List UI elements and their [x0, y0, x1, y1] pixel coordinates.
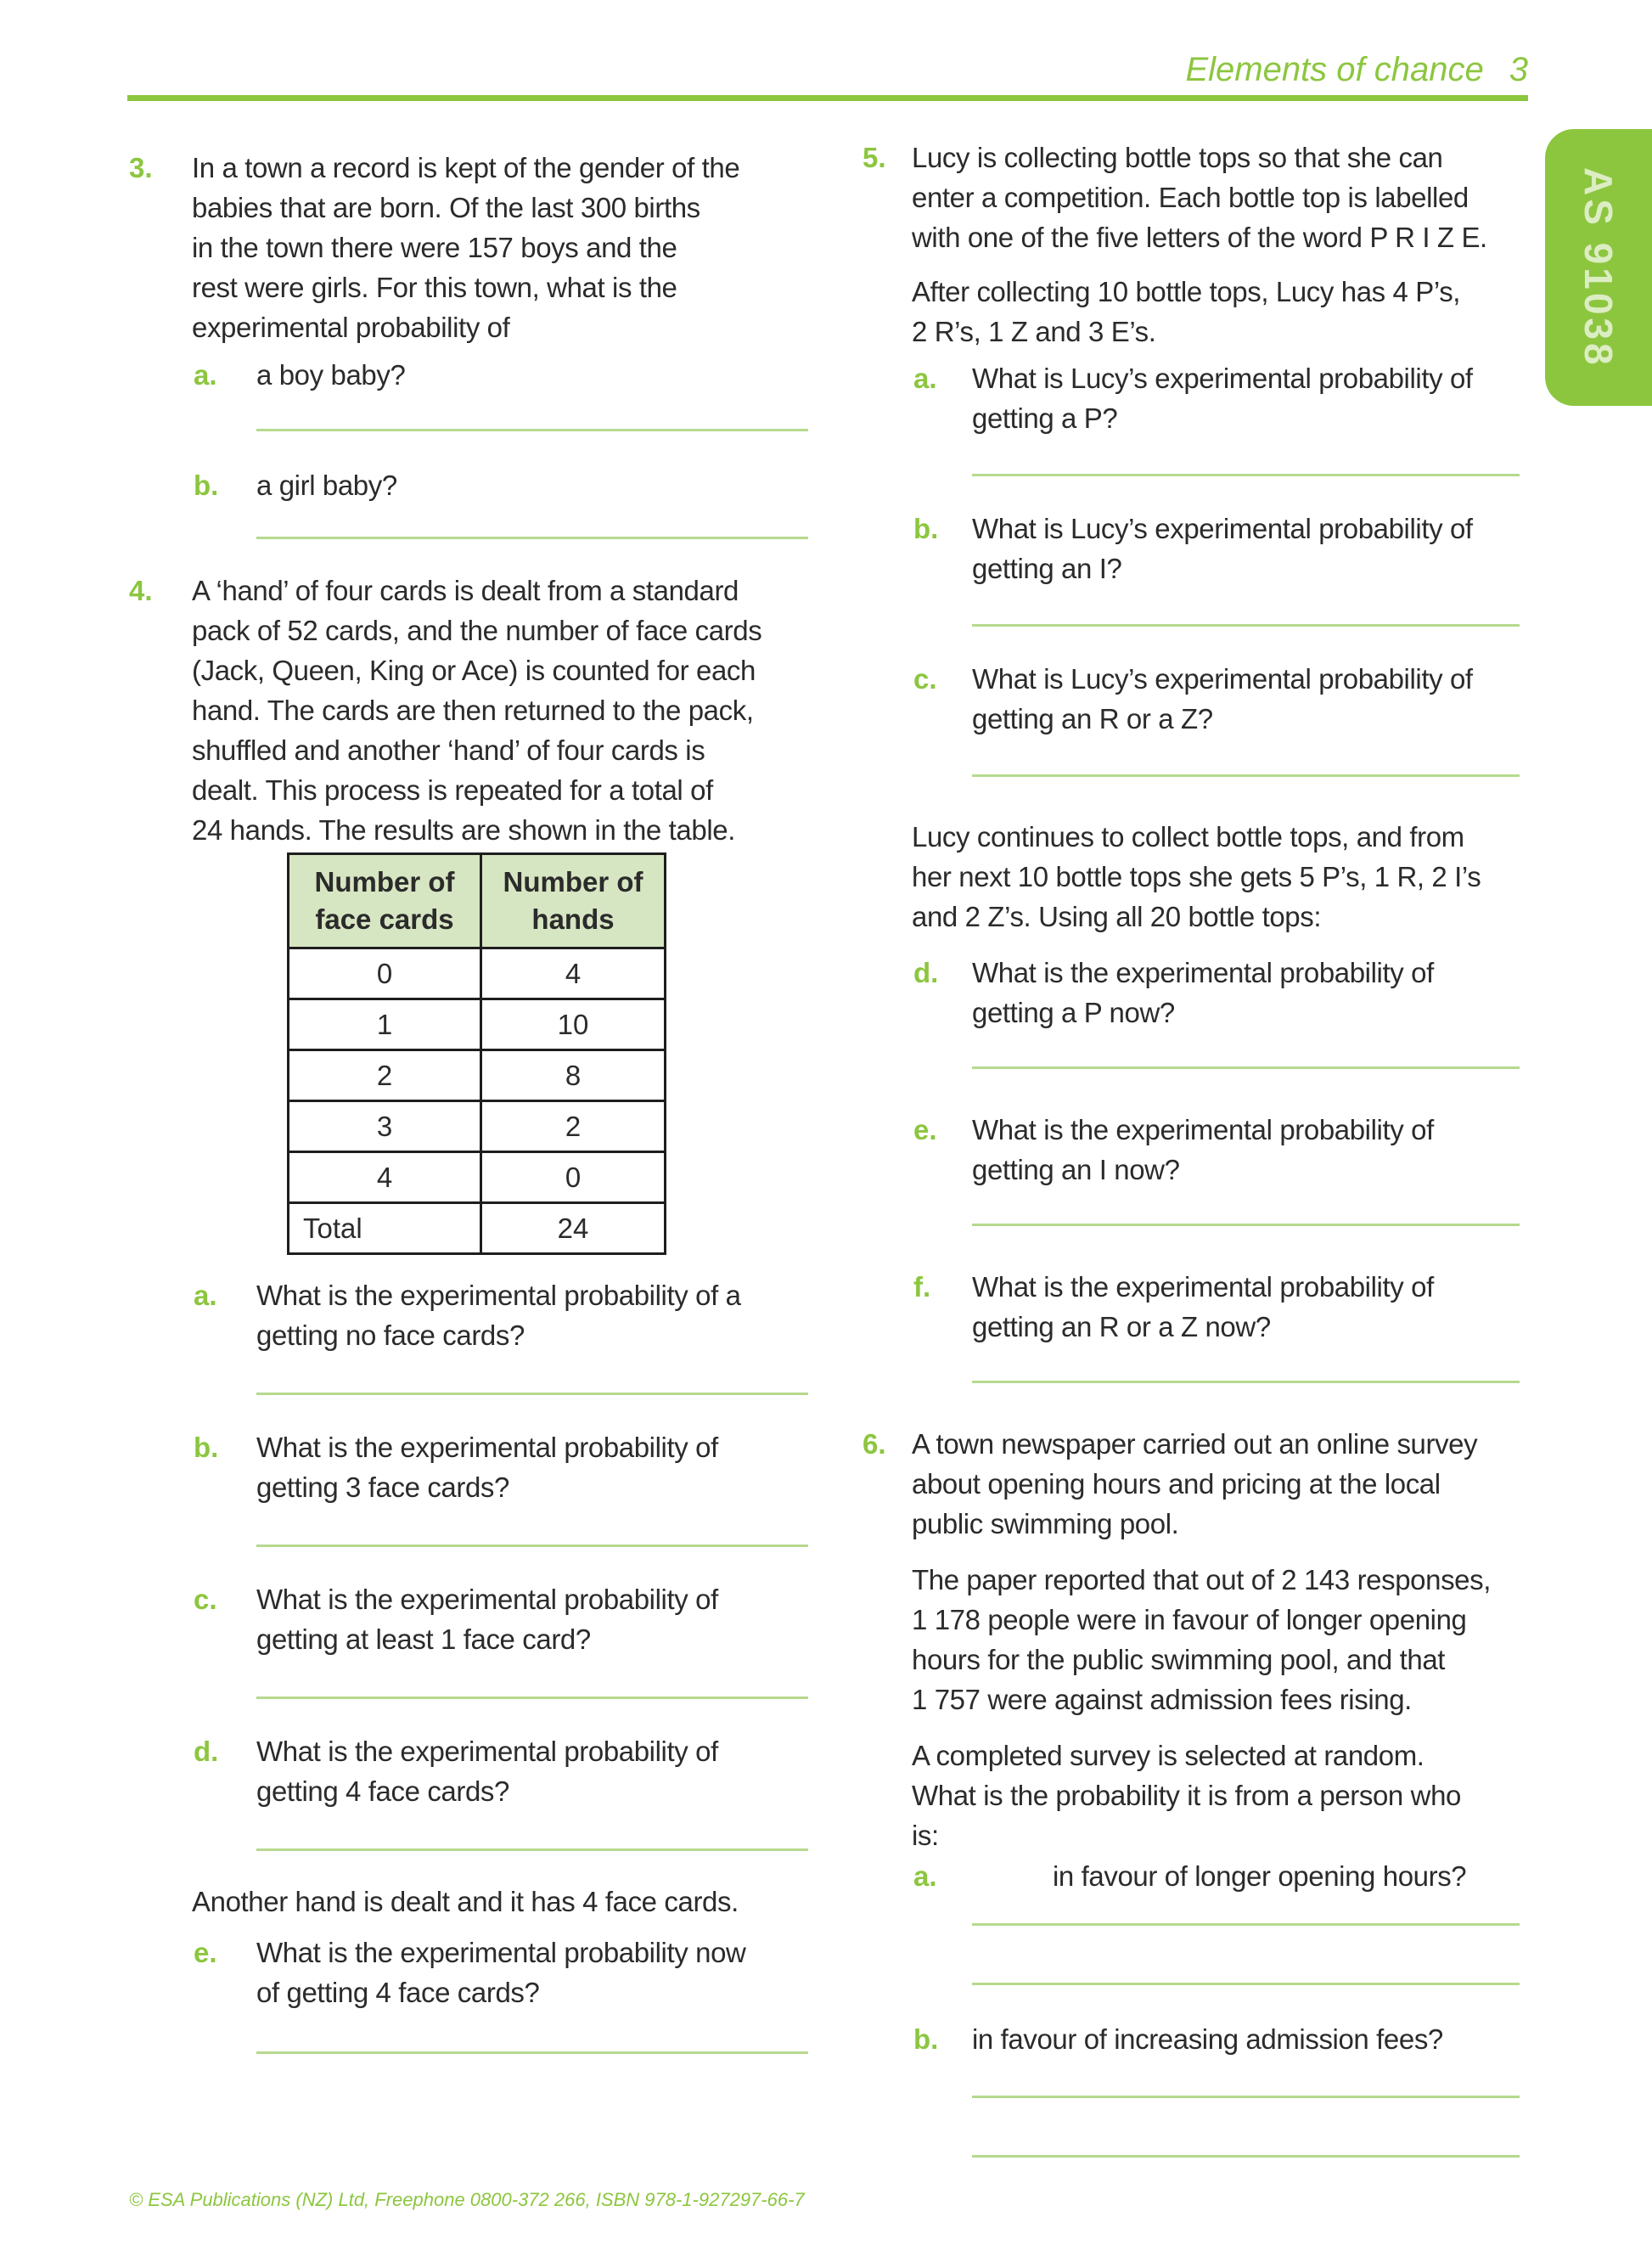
- table-row: [289, 1152, 666, 1203]
- table-cell: 2: [289, 1050, 481, 1101]
- table-cell: 0: [481, 1152, 666, 1203]
- question-6-paragraph-2: [912, 1560, 1491, 1719]
- part-text-5d: [972, 953, 1434, 1033]
- text-line: What is the experimental probability of: [256, 1584, 718, 1615]
- text-line: dealt. This process is repeated for a total of: [192, 774, 713, 806]
- text-line: her next 10 bottle tops she gets 5 P’s, 1 R, 2 I’s: [912, 861, 1481, 892]
- table-cell: 1: [289, 999, 481, 1050]
- question-5-number: 5.: [863, 142, 886, 173]
- text-line: What is Lucy’s experimental probability of: [972, 513, 1473, 544]
- text-line: hours for the public swimming pool, and that: [912, 1644, 1446, 1675]
- part-text-3a: [256, 355, 405, 395]
- part-text-4e: [256, 1933, 745, 2012]
- text-line: 24 hands. The results are shown in the table.: [192, 814, 735, 846]
- question-6-intro: [912, 1424, 1477, 1544]
- part-text-4c: [256, 1579, 718, 1659]
- part-label-4d: d.: [194, 1736, 219, 1767]
- page-number: 3: [1509, 51, 1528, 88]
- text-line: about opening hours and pricing at the local: [912, 1468, 1441, 1500]
- answer-line: [256, 537, 808, 539]
- part-label-6b: b.: [913, 2023, 939, 2055]
- table-cell: 4: [481, 948, 666, 999]
- table-row: [289, 1050, 666, 1101]
- text-line: enter a competition. Each bottle top is labelled: [912, 182, 1469, 213]
- question-6-number: 6.: [863, 1428, 886, 1460]
- text-line: with one of the five letters of the word P R I Z E.: [912, 222, 1487, 253]
- answer-line: [972, 1066, 1520, 1069]
- text-line: getting a P now?: [972, 997, 1175, 1028]
- text-line: Lucy is collecting bottle tops so that she can: [912, 142, 1443, 173]
- part-label-6a: a.: [913, 1860, 937, 1892]
- text-line: What is the experimental probability now: [256, 1937, 746, 1968]
- table-header-row: [289, 854, 666, 948]
- results-table: [287, 852, 666, 1255]
- text-line: What is the experimental probability of a: [256, 1280, 741, 1311]
- answer-line: [256, 1393, 808, 1395]
- text-line: babies that are born. Of the last 300 births: [192, 192, 700, 223]
- text-line: and 2 Z’s. Using all 20 bottle tops:: [912, 901, 1322, 932]
- text-line: A completed survey is selected at random.: [912, 1740, 1424, 1771]
- part-text-5f: [972, 1267, 1434, 1347]
- part-text-3b: [256, 465, 397, 505]
- text-line: getting 3 face cards?: [256, 1471, 509, 1503]
- table-cell: 4: [289, 1152, 481, 1203]
- standard-tab-label: AS 91038: [1576, 166, 1621, 369]
- text-line: shuffled and another ‘hand’ of four cards is: [192, 734, 705, 766]
- text-line: a girl baby?: [256, 470, 397, 501]
- page-footer: © ESA Publications (NZ) Ltd, Freephone 0800-372 266, ISBN 978-1-927297-66-7: [129, 2189, 805, 2210]
- table-row: [289, 1101, 666, 1152]
- question-5-paragraph: [912, 272, 1460, 352]
- answer-line: [972, 2096, 1520, 2098]
- answer-line: [256, 1545, 808, 1547]
- table-cell-total: Total: [289, 1203, 481, 1254]
- text-line: In a town a record is kept of the gender of the: [192, 152, 740, 183]
- answer-line: [972, 774, 1520, 777]
- question-4-interlude: [192, 1882, 739, 1922]
- part-text-4d: [256, 1731, 718, 1811]
- text-line: getting an I?: [972, 553, 1122, 584]
- answer-line: [972, 1224, 1520, 1226]
- part-label-5e: e.: [913, 1114, 937, 1145]
- part-text-4b: [256, 1427, 718, 1507]
- question-4-number: 4.: [129, 575, 153, 606]
- text-line: experimental probability of: [192, 312, 510, 343]
- answer-line: [256, 1696, 808, 1699]
- text-line: in the town there were 157 boys and the: [192, 232, 677, 263]
- table-row: [289, 999, 666, 1050]
- answer-line: [972, 1923, 1520, 1926]
- part-text-5a: [972, 358, 1473, 438]
- part-text-6a: [1053, 1856, 1466, 1896]
- part-label-5c: c.: [913, 663, 937, 695]
- text-line: pack of 52 cards, and the number of face cards: [192, 615, 762, 646]
- text-line: getting 4 face cards?: [256, 1775, 509, 1807]
- answer-line: [972, 624, 1520, 627]
- answer-line: [972, 2155, 1520, 2158]
- answer-line: [256, 2051, 808, 2054]
- text-line: a boy baby?: [256, 359, 406, 391]
- text-line: getting a P?: [972, 402, 1118, 434]
- text-line: hand. The cards are then returned to the pack,: [192, 695, 754, 726]
- text-line: getting an R or a Z?: [972, 703, 1213, 734]
- part-label-5d: d.: [913, 957, 939, 988]
- part-label-3a: a.: [194, 359, 217, 391]
- question-5-continuation: [912, 817, 1481, 937]
- text-line: is:: [912, 1820, 939, 1851]
- answer-line: [972, 1381, 1520, 1383]
- text-line: Another hand is dealt and it has 4 face cards.: [192, 1886, 739, 1917]
- page-header: [1185, 51, 1528, 89]
- table-cell: 10: [481, 999, 666, 1050]
- text-line: The paper reported that out of 2 143 responses,: [912, 1564, 1491, 1595]
- text-line: getting no face cards?: [256, 1320, 525, 1351]
- part-label-4e: e.: [194, 1937, 217, 1968]
- text-line: getting at least 1 face card?: [256, 1623, 591, 1655]
- text-line: 1 178 people were in favour of longer opening: [912, 1604, 1467, 1635]
- text-line: What is the experimental probability of: [972, 1114, 1434, 1145]
- table-cell: 0: [289, 948, 481, 999]
- text-line: (Jack, Queen, King or Ace) is counted for each: [192, 655, 756, 686]
- answer-line: [256, 429, 808, 431]
- text-line: rest were girls. For this town, what is the: [192, 272, 677, 303]
- part-text-6b: [972, 2019, 1443, 2059]
- question-5-intro: [912, 138, 1487, 257]
- text-line: What is the experimental probability of: [256, 1736, 718, 1767]
- text-line: in favour of increasing admission fees?: [972, 2023, 1443, 2055]
- text-line: 1 757 were against admission fees rising.: [912, 1684, 1412, 1715]
- text-line: 2 R’s, 1 Z and 3 E’s.: [912, 316, 1156, 347]
- text-line: A town newspaper carried out an online survey: [912, 1428, 1478, 1460]
- page-title: Elements of chance: [1185, 51, 1484, 88]
- text-line: getting an I now?: [972, 1154, 1180, 1185]
- part-text-5b: [972, 509, 1473, 588]
- text-line: public swimming pool.: [912, 1508, 1179, 1539]
- table-header-cell: Number of face cards: [289, 854, 481, 948]
- question-4-intro: [192, 571, 761, 850]
- header-rule: [127, 95, 1528, 101]
- question-6-paragraph-3: [912, 1736, 1461, 1855]
- answer-line: [972, 474, 1520, 476]
- text-line: What is the experimental probability of: [972, 957, 1434, 988]
- part-label-3b: b.: [194, 470, 219, 501]
- part-text-4a: [256, 1275, 741, 1355]
- part-label-5a: a.: [913, 363, 937, 394]
- question-3-number: 3.: [129, 152, 153, 183]
- part-text-5e: [972, 1110, 1434, 1190]
- answer-line: [256, 1848, 808, 1851]
- text-line: getting an R or a Z now?: [972, 1311, 1271, 1342]
- standard-tab: [1545, 129, 1652, 406]
- table-cell: 2: [481, 1101, 666, 1152]
- table-row: [289, 1203, 666, 1254]
- text-line: What is Lucy’s experimental probability of: [972, 363, 1473, 394]
- question-3-intro: [192, 148, 739, 347]
- part-label-4c: c.: [194, 1584, 217, 1615]
- table-row: [289, 948, 666, 999]
- part-label-4a: a.: [194, 1280, 217, 1311]
- text-line: Lucy continues to collect bottle tops, and from: [912, 821, 1464, 852]
- text-line: What is the experimental probability of: [256, 1432, 718, 1463]
- table-cell: 24: [481, 1203, 666, 1254]
- text-line: of getting 4 face cards?: [256, 1977, 540, 2008]
- part-label-5b: b.: [913, 513, 939, 544]
- text-line: What is the probability it is from a person who: [912, 1780, 1461, 1811]
- part-label-4b: b.: [194, 1432, 219, 1463]
- text-line: What is Lucy’s experimental probability of: [972, 663, 1473, 695]
- text-line: A ‘hand’ of four cards is dealt from a standard: [192, 575, 739, 606]
- table-header-cell: Number of hands: [481, 854, 666, 948]
- part-label-5f: f.: [913, 1271, 931, 1303]
- text-line: What is the experimental probability of: [972, 1271, 1434, 1303]
- text-line: in favour of longer opening hours?: [1053, 1860, 1467, 1892]
- answer-line: [972, 1983, 1520, 1985]
- text-line: After collecting 10 bottle tops, Lucy has 4 P’s,: [912, 276, 1461, 307]
- table-cell: 8: [481, 1050, 666, 1101]
- table-cell: 3: [289, 1101, 481, 1152]
- part-text-5c: [972, 659, 1473, 739]
